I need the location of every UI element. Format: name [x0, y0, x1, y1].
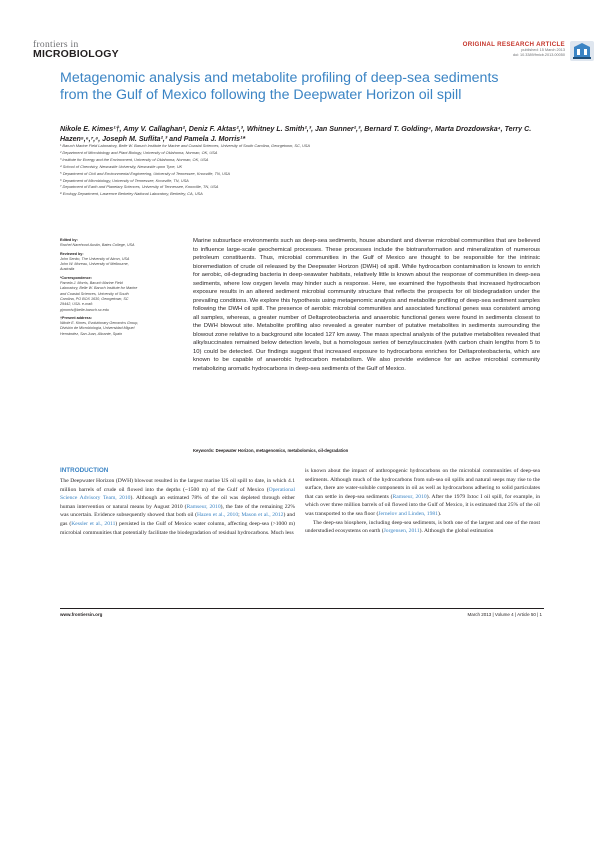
- citation-link[interactable]: Ramseur, 2010: [392, 493, 427, 500]
- footer-issue-info: March 2013 | Volume 4 | Article 50 | 1: [467, 612, 542, 617]
- citation-link[interactable]: Kessler et al., 2011: [71, 520, 116, 527]
- keywords-list: Deepwater Horizon, metagenomics, metabolomics, oil-degradation: [215, 448, 349, 453]
- present-address: Nikole E. Kimes, Evolutionary Genomics Group, División de Microbiología, Universidad Miguel Hernández, San Juan, Alicante, Spain: [60, 321, 139, 336]
- affiliation-item: ⁵ Department of Civil and Environmental Engineering, University of Tennessee, Knoxville, TN, USA: [60, 170, 230, 176]
- affiliation-item: ¹ Baruch Marine Field Laboratory, Belle W. Baruch Institute for Marine and Coastal Sciences, University of South Carolina, Georgetown, SC, USA: [60, 143, 310, 148]
- edited-by-heading: Edited by:: [60, 238, 78, 242]
- intro-column-left: [60, 477, 295, 537]
- citation-link[interactable]: Ramseur, 2010: [186, 503, 221, 510]
- affiliation-item: ² Department of Microbiology and Plant Biology, University of Oklahoma, Norman, OK, USA: [60, 149, 218, 155]
- article-meta: [513, 48, 565, 58]
- intro-paragraph: [60, 477, 295, 537]
- journal-name-bottom: MICROBIOLOGY: [33, 48, 119, 60]
- author-list: Nikole E. Kimes¹†, Amy V. Callaghan², Deniz F. Aktas²,³, Whitney L. Smith²,³, Jan Sunner²,³, Bernard T. Golding⁴, Marta Drozdowska⁴, Terry C. Hazen⁵,⁶,⁷,⁸, Joseph M. Suflita²,³ and Pamela J. Morris¹*: [60, 125, 532, 143]
- intro-paragraph: [305, 467, 540, 519]
- keywords-label: Keywords:: [193, 448, 215, 453]
- text-run: ). Although the global estimation: [419, 528, 494, 535]
- text-run: The deep-sea biosphere, including deep-sea sediments, is both one of the largest and one of the most understudied ecosystems on earth (: [305, 519, 540, 535]
- reviewed-by-heading: Reviewed by:: [60, 251, 84, 256]
- reviewer-2: John W. Moreau, University of Melbourne, Australia: [60, 262, 129, 272]
- intro-column-right: [305, 467, 540, 536]
- intro-paragraph: [305, 519, 540, 536]
- text-run: The Deepwater Horizon (DWH) blowout resulted in the largest marine US oil spill to date, in which 4.1 million barrels of crude oil flowed into the depths (~1500 m) of the Gulf of Mexico (: [60, 478, 295, 493]
- text-run: ) and gas (: [60, 512, 296, 527]
- citation-link[interactable]: Hazen et al., 2010: [196, 512, 239, 519]
- text-run: ). Although an estimated 78% of the oil was depleted through either human intervention or natural means by August 2010 (: [60, 495, 295, 510]
- text-run: ).: [437, 510, 442, 517]
- citation-link[interactable]: Jorgensen, 2011: [383, 528, 420, 535]
- edited-by: Rachel Narehood Austin, Bates College, USA: [60, 243, 135, 248]
- affiliation-item: ⁷ Department of Earth and Planetary Sciences, University of Tennessee, Knoxville, TN, USA: [60, 184, 219, 190]
- text-run: ), the fate of the remaining 22% was uncertain. Evidence subsequently showed that both oil (: [60, 503, 295, 519]
- affiliation-item: ³ Institute for Energy and the Environment, University of Oklahoma, Norman, OK, USA: [60, 156, 209, 162]
- footer-divider: [60, 608, 544, 609]
- introduction-heading: INTRODUCTION: [60, 467, 109, 474]
- present-address-heading: †Present address:: [60, 315, 92, 320]
- text-run: ;: [238, 512, 242, 519]
- editorial-sidebar: [60, 238, 140, 337]
- text-run: ). After the 1979 Ixtoc I oil spill, for example, in which over three million barrels of oil flowed into the Gulf of Mexico, it is estimated that 25% of the oil was transported to the sea floor (: [305, 493, 540, 517]
- keywords: [193, 448, 540, 453]
- journal-name-top: frontiers in: [33, 40, 79, 50]
- published-date: published: 15 March 2013: [521, 48, 565, 52]
- correspondence-heading: *Correspondence:: [60, 275, 92, 280]
- citation-link[interactable]: Jernelov and Linden, 1981: [378, 510, 438, 517]
- publisher-logo-icon: [566, 38, 600, 64]
- affiliation-item: ⁸ Ecology Department, Lawrence Berkeley National Laboratory, Berkeley, CA, USA: [60, 191, 203, 197]
- citation-link[interactable]: Mason et al., 2012: [241, 512, 284, 519]
- affiliations: [60, 143, 540, 198]
- reviewer-1: John Senko, The University of Akron, USA: [60, 256, 130, 261]
- text-run: ) persisted in the Gulf of Mexico water column, affecting deep-sea (>1000 m) microbial communities that potentially facilitate the biodegradation of residual hydrocarbons. Much less: [60, 520, 296, 536]
- article-title: Metagenomic analysis and metabolite profiling of deep-sea sediments from the Gulf of Mexico following the Deepwater Horizon oil spill: [60, 70, 499, 103]
- footer-website[interactable]: www.frontiersin.org: [60, 612, 103, 617]
- citation-link[interactable]: Operational Science Advisory Team, 2010: [60, 486, 295, 502]
- abstract: Marine subsurface environments such as deep-sea sediments, house abundant and diverse microbial communities that are believed to influence large-scale geochemical processes. These processes include the biotransformation and mineralization of numerous petroleum constituents. Thus, microbial communities in the Gulf of Mexico are thought to be responsible for the intrinsic bioremediation of crude oil released by the Deepwater Horizon (DWH) oil spill. While hydrocarbon contamination is known to enrich for aerobic, oil-degrading bacteria in deep-seawater habitats, relatively little is known about the response of communities in deep-sea sediments, where low oxygen levels may hinder such a response. Here, we examined the hypothesis that increased hydrocarbon exposure results in an altered sediment microbial community structure that reflects the prospects for oil biodegradation under the prevailing conditions. We explore this hypothesis using metagenomic analysis and metabolite profiling of deep-sea sediment samples following the DWH oil spill. The presence of aerobic microbial communities and associated functional genes was consistent among all samples, whereas, a greater number of Deltaproteobacteria and anaerobic functional genes were found in sediments closest to the DWH blowout site. Metabolite profiling also revealed a greater number of putative metabolites in sediments surrounding the blowout zone relative to a background site located 127 km away. The mass spectral analysis of the putative metabolites revealed that alkylsuccinates remained below detection levels, but a homologous series of benzylsuccinates (with carbon chain lengths from 5 to 10) could be detected. Our findings suggest that increased exposure to hydrocarbons enriches for Deltaproteobacteria, which are known to be capable of anaerobic hydrocarbon metabolism. We also provide evidence for an active microbial community metabolizing aromatic hydrocarbons in deep-sea sediments of the Gulf of Mexico.: [193, 238, 540, 372]
- doi: doi: 10.3389/fmicb.2013.00050: [512, 53, 565, 57]
- affiliation-item: ⁶ Department of Microbiology, University of Tennessee, Knoxville, TN, USA: [60, 177, 189, 183]
- correspondence: Pamela J. Morris, Baruch Marine Field Laboratory, Belle W. Baruch Institute for Marine and Coastal Sciences, University of South Carolina, PO BOX 1630, Georgetown, SC 29442, USA. e-mail: pjmorris@belle.baruch.sc.edu: [60, 281, 138, 312]
- affiliation-item: ⁴ School of Chemistry, Newcastle University, Newcastle upon Tyne, UK: [60, 163, 183, 169]
- text-run: is known about the impact of anthropogenic hydrocarbons on the microbial communities of deep-sea sediments. Although much of the hydrocarbons from sub-sea oil spills and natural seeps may rise to the surface, there are water-soluble components in oil as well as hydrocarbons adhering to solid particulates that can settle in deep-sea sediments (: [305, 468, 540, 500]
- article-type: ORIGINAL RESEARCH ARTICLE: [462, 41, 565, 48]
